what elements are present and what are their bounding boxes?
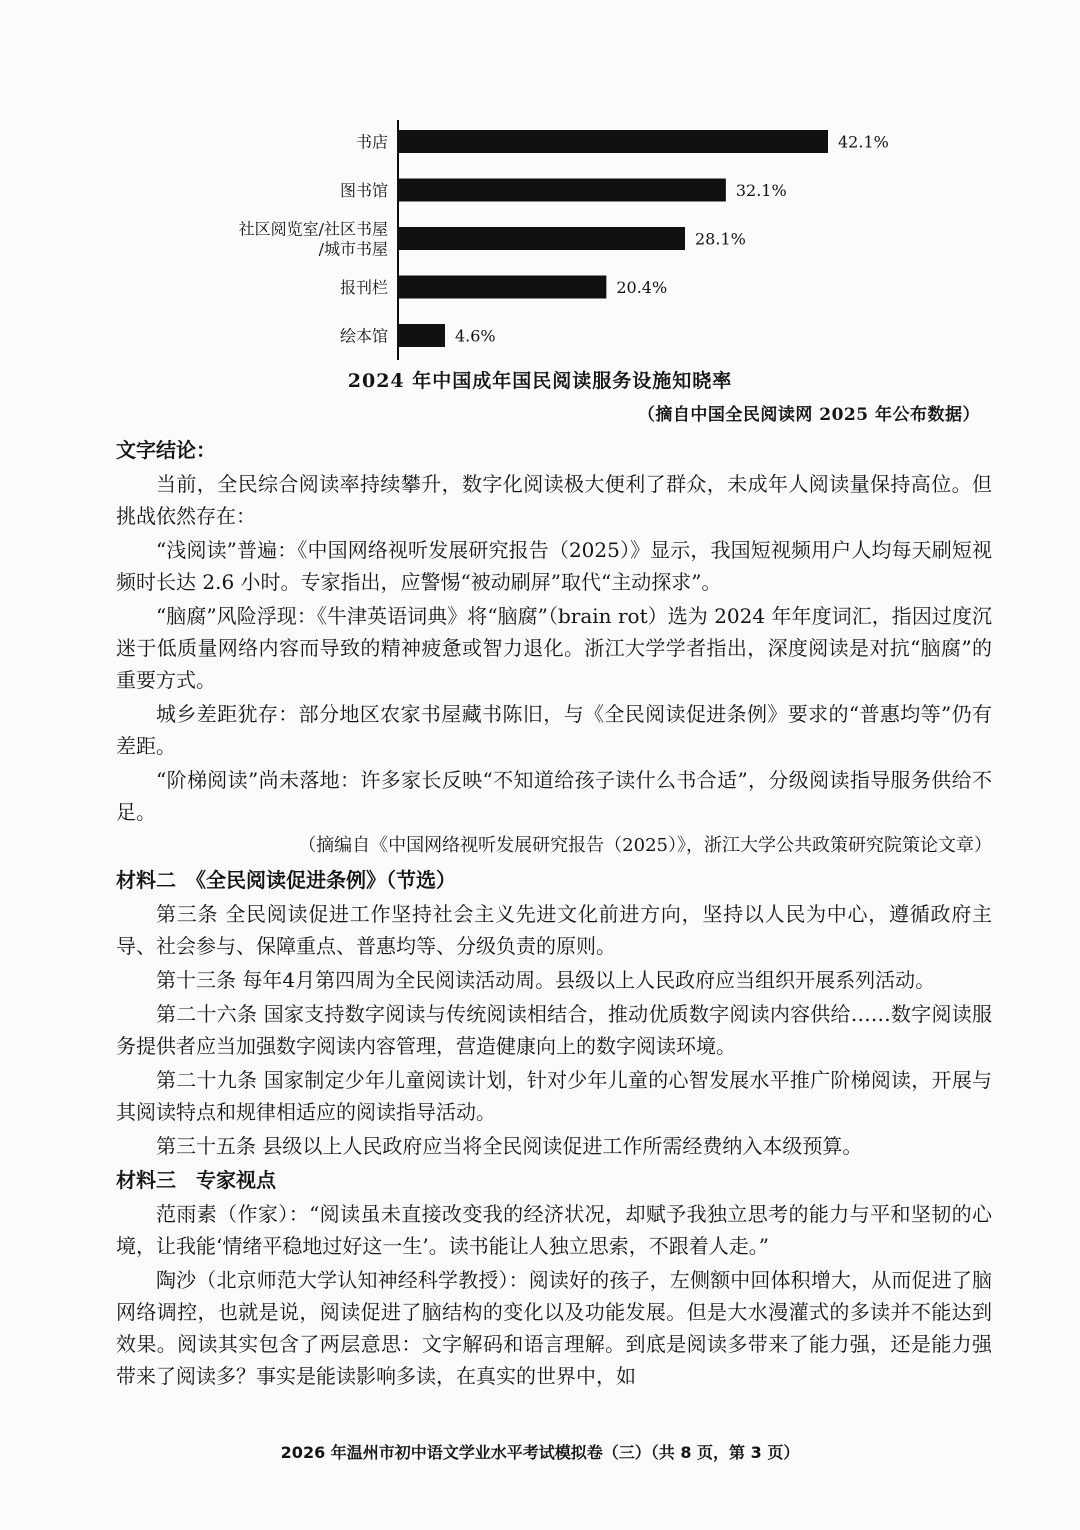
- category-label: 图书馆: [339, 181, 388, 200]
- value-label: 32.1%: [735, 181, 787, 200]
- article-paragraph: 第三条 全民阅读促进工作坚持社会主义先进文化前进方向，坚持以人民为中心，遵循政府主导、社会参与、保障重点、普惠均等、分级负责的原则。: [116, 902, 992, 958]
- conclusion-heading: 文字结论：: [116, 438, 216, 462]
- conclusion-attribution: （摘编自《中国网络视听发展研究报告（2025）》，浙江大学公共政策研究院策论文章）: [298, 835, 992, 856]
- bar: [398, 179, 726, 202]
- category-label: 报刊栏: [339, 278, 388, 297]
- article-paragraph: 第二十六条 国家支持数字阅读与传统阅读相结合，推动优质数字阅读内容供给……数字阅读服务提供者应当加强数字阅读内容管理，营造健康向上的数字阅读环境。: [116, 1002, 992, 1058]
- category-label: 书店: [355, 132, 388, 152]
- expert-paragraph: 范雨素（作家）：“阅读虽未直接改变我的经济状况，却赋予我独立思考的能力与平和坚韧的心境，让我能‘情绪平稳地过好这一生’。读书能让人独立思索，不跟着人走。”: [116, 1202, 992, 1258]
- bar: [398, 324, 445, 347]
- value-label: 4.6%: [454, 326, 496, 346]
- value-label: 28.1%: [695, 229, 746, 249]
- expert-paragraph: 陶沙（北京师范大学认知神经科学教授）：阅读好的孩子，左侧额中回体积增大，从而促进了脑网络调控，也就是说，阅读促进了脑结构的变化以及功能发展。但是大水漫灌式的多读并不能达到效果。阅读其实包含了两层意思：文字解码和语言理解。到底是阅读多带来了能力强，还是能力强带来了阅读多？事实是能读影响多读，在真实的世界中，如: [116, 1268, 992, 1388]
- chart-title: 2024 年中国成年国民阅读服务设施知晓率: [347, 370, 733, 392]
- bar-chart: [0, 110, 1080, 360]
- conclusion-paragraph: 城乡差距犹存：部分地区农家书屋藏书陈旧，与《全民阅读促进条例》要求的“普惠均等”仍有差距。: [116, 702, 992, 758]
- article-paragraph: 第十三条 每年4月第四周为全民阅读活动周。县级以上人民政府应当组织开展系列活动。: [156, 968, 936, 992]
- conclusion-paragraph: “阶梯阅读”尚未落地：许多家长反映“不知道给孩子读什么书合适”，分级阅读指导服务供给不足。: [116, 768, 992, 824]
- conclusion-paragraph: “脑腐”风险浮现：《牛津英语词典》将“脑腐”（brain rot）选为 2024 年年度词汇，指因过度沉迷于低质量网络内容而导致的精神疲惫或智力退化。浙江大学学者指出，深度阅读是对抗“脑腐”的重要方式。: [116, 604, 992, 692]
- page-footer: 2026 年温州市初中语文学业水平考试模拟卷（三）（共 8 页，第 3 页）: [280, 1443, 800, 1462]
- bar: [398, 227, 685, 250]
- category-label: /城市书屋: [318, 239, 388, 259]
- article-paragraph: 第三十五条 县级以上人民政府应当将全民阅读促进工作所需经费纳入本级预算。: [156, 1134, 863, 1158]
- category-label: 社区阅览室/社区书屋: [238, 219, 388, 239]
- material2-heading: 材料二 《全民阅读促进条例》（节选）: [116, 868, 456, 892]
- conclusion-paragraph: “浅阅读”普遍：《中国网络视听发展研究报告（2025）》显示，我国短视频用户人均每天刷短视频时长达 2.6 小时。专家指出，应警惕“被动刷屏”取代“主动探求”。: [116, 538, 992, 594]
- value-label: 20.4%: [616, 278, 668, 297]
- category-label: 绘本馆: [339, 326, 388, 346]
- value-label: 42.1%: [838, 132, 889, 152]
- bar: [398, 130, 828, 153]
- material3-heading: 材料三 专家视点: [116, 1168, 276, 1192]
- article-paragraph: 第二十九条 国家制定少年儿童阅读计划，针对少年儿童的心智发展水平推广阶梯阅读，开展与其阅读特点和规律相适应的阅读指导活动。: [116, 1068, 992, 1124]
- conclusion-section: [116, 432, 992, 1394]
- chart-source: （摘自中国全民阅读网 2025 年公布数据）: [637, 405, 980, 425]
- conclusion-paragraph: 当前，全民综合阅读率持续攀升，数字化阅读极大便利了群众，未成年人阅读量保持高位。但挑战依然存在：: [116, 472, 992, 528]
- bar: [398, 276, 606, 299]
